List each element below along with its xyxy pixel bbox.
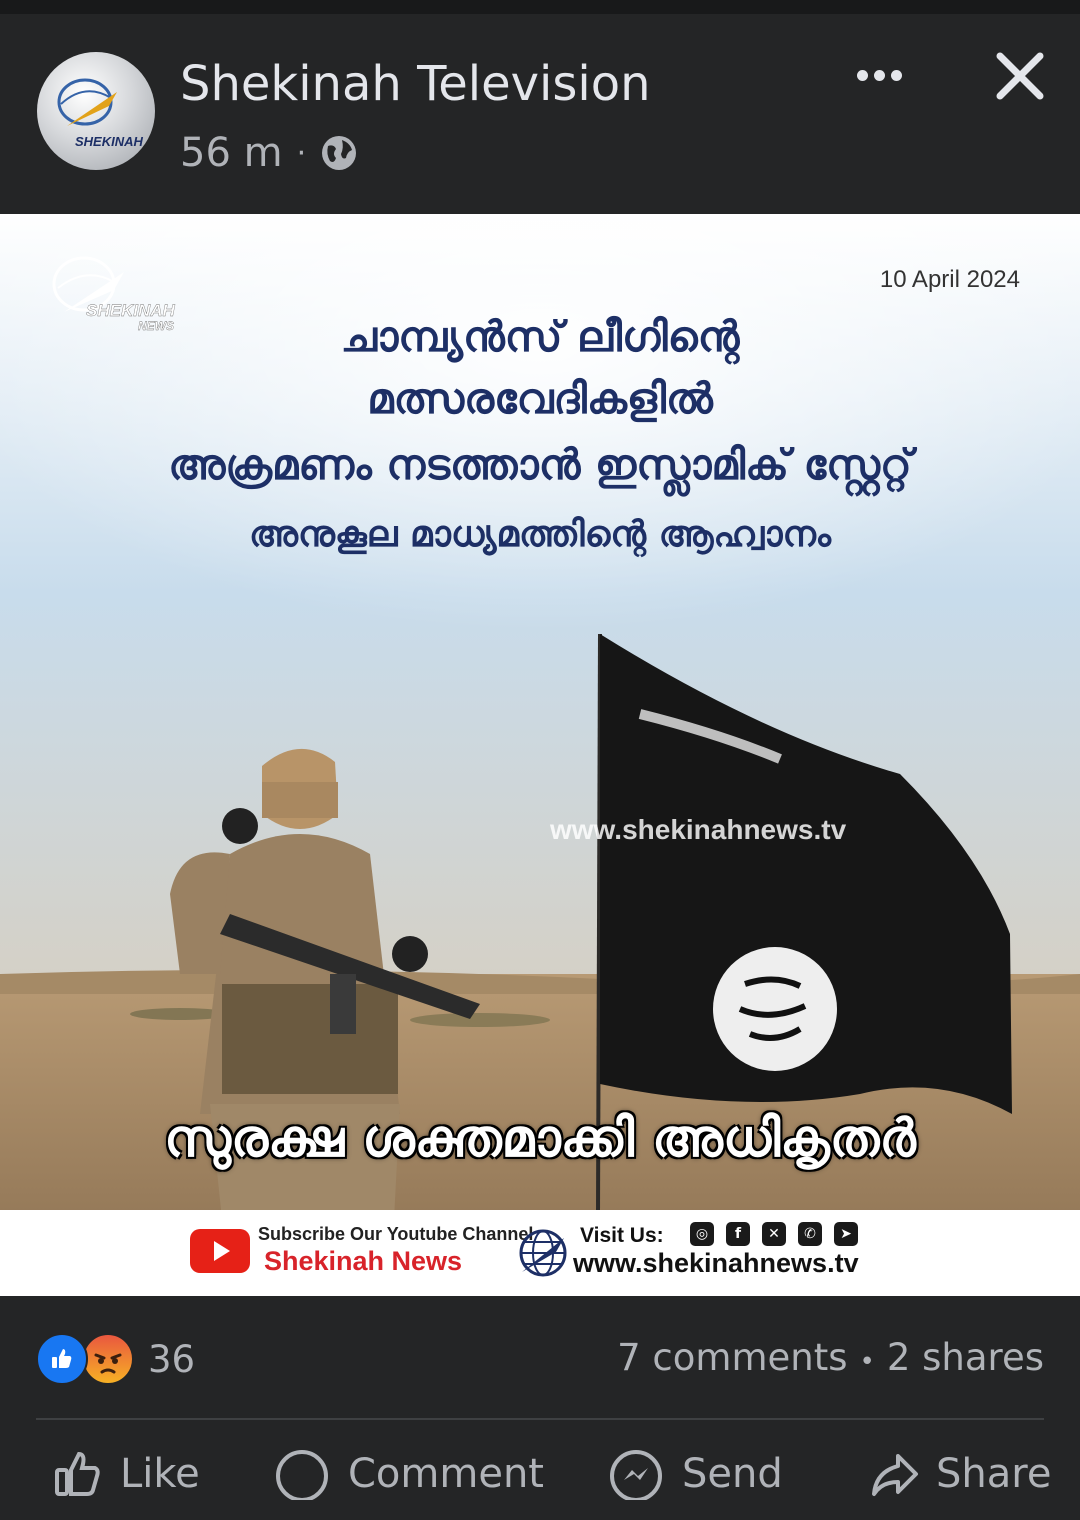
social-icons (690, 1222, 858, 1246)
comment-icon (272, 1448, 332, 1500)
comments-count-link[interactable]: 7 comments (617, 1336, 848, 1379)
dot-icon (891, 70, 902, 81)
thumbs-up-icon (52, 1448, 104, 1500)
channel-name: Shekinah News (264, 1246, 463, 1276)
shares-count-link[interactable]: 2 shares (886, 1336, 1044, 1379)
post-action-bar (0, 1440, 1080, 1520)
whatsapp-icon: ✆ (798, 1222, 822, 1246)
post-image[interactable] (0, 214, 1080, 1296)
status-strip (0, 0, 1080, 14)
send-button[interactable] (606, 1448, 783, 1500)
youtube-icon (190, 1229, 250, 1273)
image-watermark: www.shekinahnews.tv (550, 814, 847, 845)
svg-text:SHEKINAH: SHEKINAH (86, 301, 175, 320)
image-headline (60, 306, 1020, 570)
subscribe-label: Subscribe Our Youtube Channel (258, 1224, 534, 1244)
close-icon[interactable] (992, 48, 1048, 104)
globe-icon (320, 134, 358, 172)
telegram-icon: ➤ (834, 1222, 858, 1246)
instagram-icon: ◎ (690, 1222, 714, 1246)
x-icon: ✕ (762, 1222, 786, 1246)
post-stats (617, 1336, 1044, 1379)
headline-line: മത്സരവേദികളിൽ (367, 374, 713, 423)
like-button[interactable] (52, 1448, 200, 1500)
svg-text:SHEKINAH: SHEKINAH (75, 134, 143, 149)
dot-icon (857, 70, 868, 81)
like-reaction-icon (36, 1333, 88, 1385)
image-date: 10 April 2024 (879, 266, 1020, 293)
shekinah-logo-icon (37, 52, 155, 170)
headline-line: ചാമ്പ്യൻസ് ലീഗിന്റെ (340, 312, 740, 361)
share-button[interactable] (868, 1448, 1051, 1500)
avatar[interactable] (37, 52, 155, 170)
post-header (0, 14, 1080, 214)
web-globe-icon (516, 1226, 570, 1280)
like-label: Like (120, 1451, 200, 1497)
image-caption: സുരക്ഷ ശക്തമാക്കി അധികൃതർ (164, 1109, 916, 1169)
reaction-summary[interactable] (36, 1334, 195, 1384)
page-name-link[interactable]: Shekinah Television (180, 56, 651, 112)
facebook-icon: f (726, 1222, 750, 1246)
post-timestamp[interactable]: 56 m (180, 130, 283, 176)
headline-line: അക്രമണം നടത്താൻ ഇസ്ലാമിക് സ്റ്റേറ്റ് (168, 440, 912, 489)
more-options-button[interactable] (848, 52, 910, 98)
share-icon (868, 1448, 920, 1500)
divider (36, 1418, 1044, 1420)
dot-icon (874, 70, 885, 81)
send-label: Send (682, 1451, 783, 1497)
comment-button[interactable] (272, 1448, 544, 1500)
post-meta (180, 130, 358, 176)
visit-label: Visit Us: (580, 1224, 664, 1247)
share-label: Share (936, 1451, 1052, 1497)
image-footer-band (0, 1210, 1080, 1296)
stats-separator: • (859, 1347, 875, 1377)
messenger-icon (606, 1448, 666, 1500)
reaction-count: 36 (148, 1337, 196, 1381)
svg-text:NEWS: NEWS (138, 319, 174, 333)
headline-line: അനുകൂല മാധ്യമത്തിന്റെ ആഹ്വാനം (248, 514, 832, 555)
website-url: www.shekinahnews.tv (573, 1248, 859, 1278)
meta-separator: · (296, 135, 307, 171)
angry-reaction-icon (82, 1333, 134, 1385)
comment-label: Comment (348, 1451, 544, 1497)
